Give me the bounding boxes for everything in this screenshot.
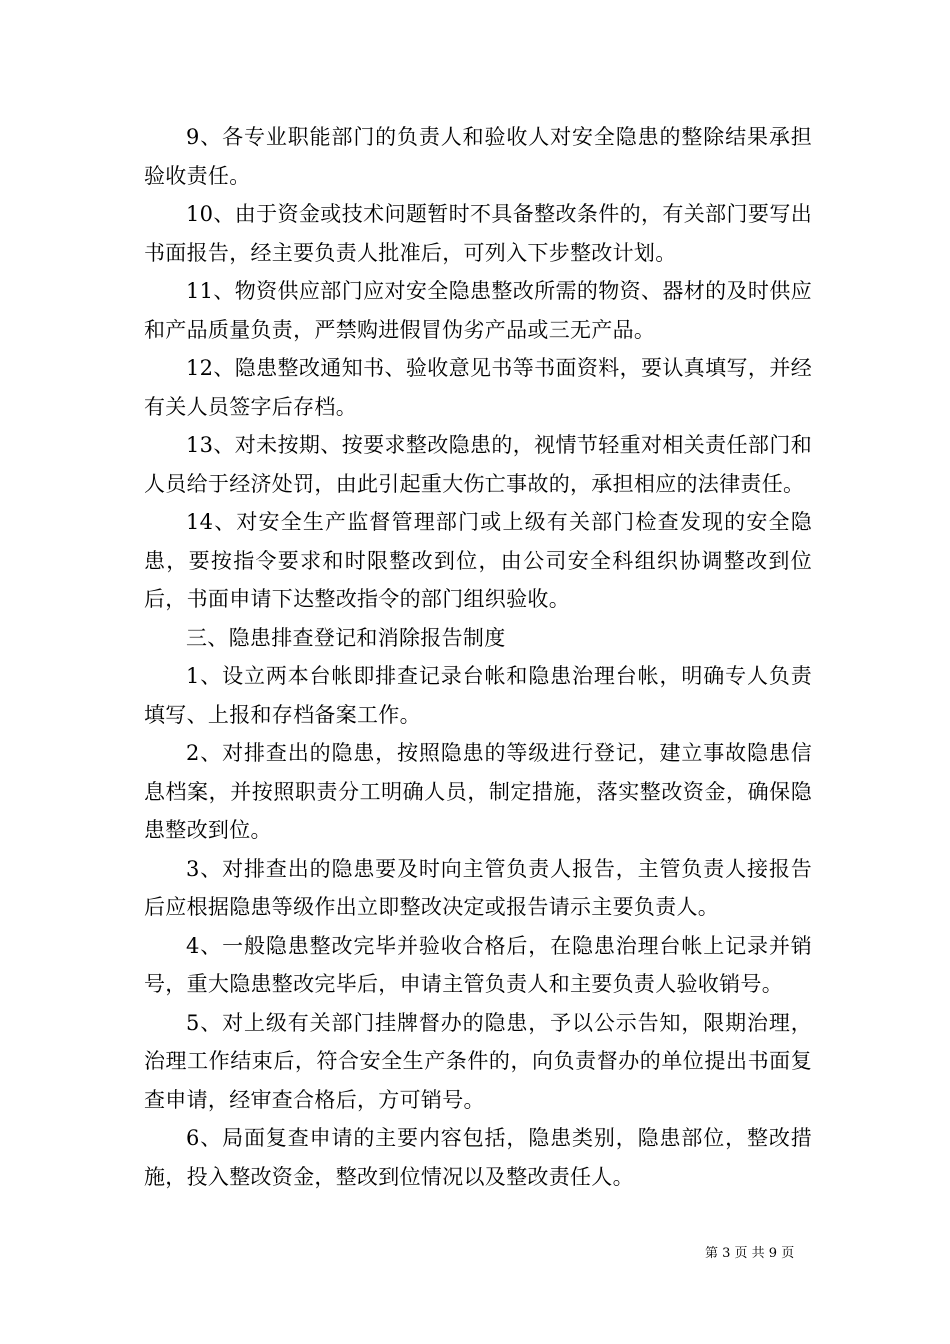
section-paragraph-2: 2、对排查出的隐患，按照隐患的等级进行登记，建立事故隐患信息档案，并按照职责分工明确人员，制定措施，落实整改资金，确保隐患整改到位。 bbox=[144, 741, 812, 842]
paragraph-13: 13、对未按期、按要求整改隐患的，视情节轻重对相关责任部门和人员给于经济处罚，由此引起重大伤亡事故的，承担相应的法律责任。 bbox=[144, 433, 812, 496]
section-paragraph-3: 3、对排查出的隐患要及时向主管负责人报告，主管负责人接报告后应根据隐患等级作出立即整改决定或报告请示主要负责人。 bbox=[144, 856, 812, 919]
section-paragraph-4: 4、一般隐患整改完毕并验收合格后，在隐患治理台帐上记录并销号，重大隐患整改完毕后，申请主管负责人和主要负责人验收销号。 bbox=[144, 933, 812, 996]
document-body bbox=[144, 118, 812, 1196]
section-paragraph-1: 1、设立两本台帐即排查记录台帐和隐患治理台帐，明确专人负责填写、上报和存档备案工作。 bbox=[144, 664, 812, 727]
paragraph-10: 10、由于资金或技术问题暂时不具备整改条件的，有关部门要写出书面报告，经主要负责人批准后，可列入下步整改计划。 bbox=[144, 202, 812, 265]
section-paragraph-5: 5、对上级有关部门挂牌督办的隐患，予以公示告知，限期治理，治理工作结束后，符合安全生产条件的，向负责督办的单位提出书面复查申请，经审查合格后，方可销号。 bbox=[144, 1010, 812, 1112]
section-heading: 三、隐患排查登记和消除报告制度 bbox=[186, 625, 506, 650]
paragraph-12: 12、隐患整改通知书、验收意见书等书面资料，要认真填写，并经有关人员签字后存档。 bbox=[144, 356, 812, 419]
page-number-footer: 第 3 页 共 9 页 bbox=[705, 1246, 795, 1261]
paragraph-11: 11、物资供应部门应对安全隐患整改所需的物资、器材的及时供应和产品质量负责，严禁购进假冒伪劣产品或三无产品。 bbox=[144, 279, 812, 342]
paragraph-14: 14、对安全生产监督管理部门或上级有关部门检查发现的安全隐患，要按指令要求和时限整改到位，由公司安全科组织协调整改到位后，书面申请下达整改指令的部门组织验收。 bbox=[144, 510, 812, 611]
paragraph-9: 9、各专业职能部门的负责人和验收人对安全隐患的整除结果承担验收责任。 bbox=[144, 125, 812, 188]
section-paragraph-6: 6、局面复查申请的主要内容包括，隐患类别，隐患部位，整改措施，投入整改资金，整改到位情况以及整改责任人。 bbox=[144, 1126, 812, 1189]
